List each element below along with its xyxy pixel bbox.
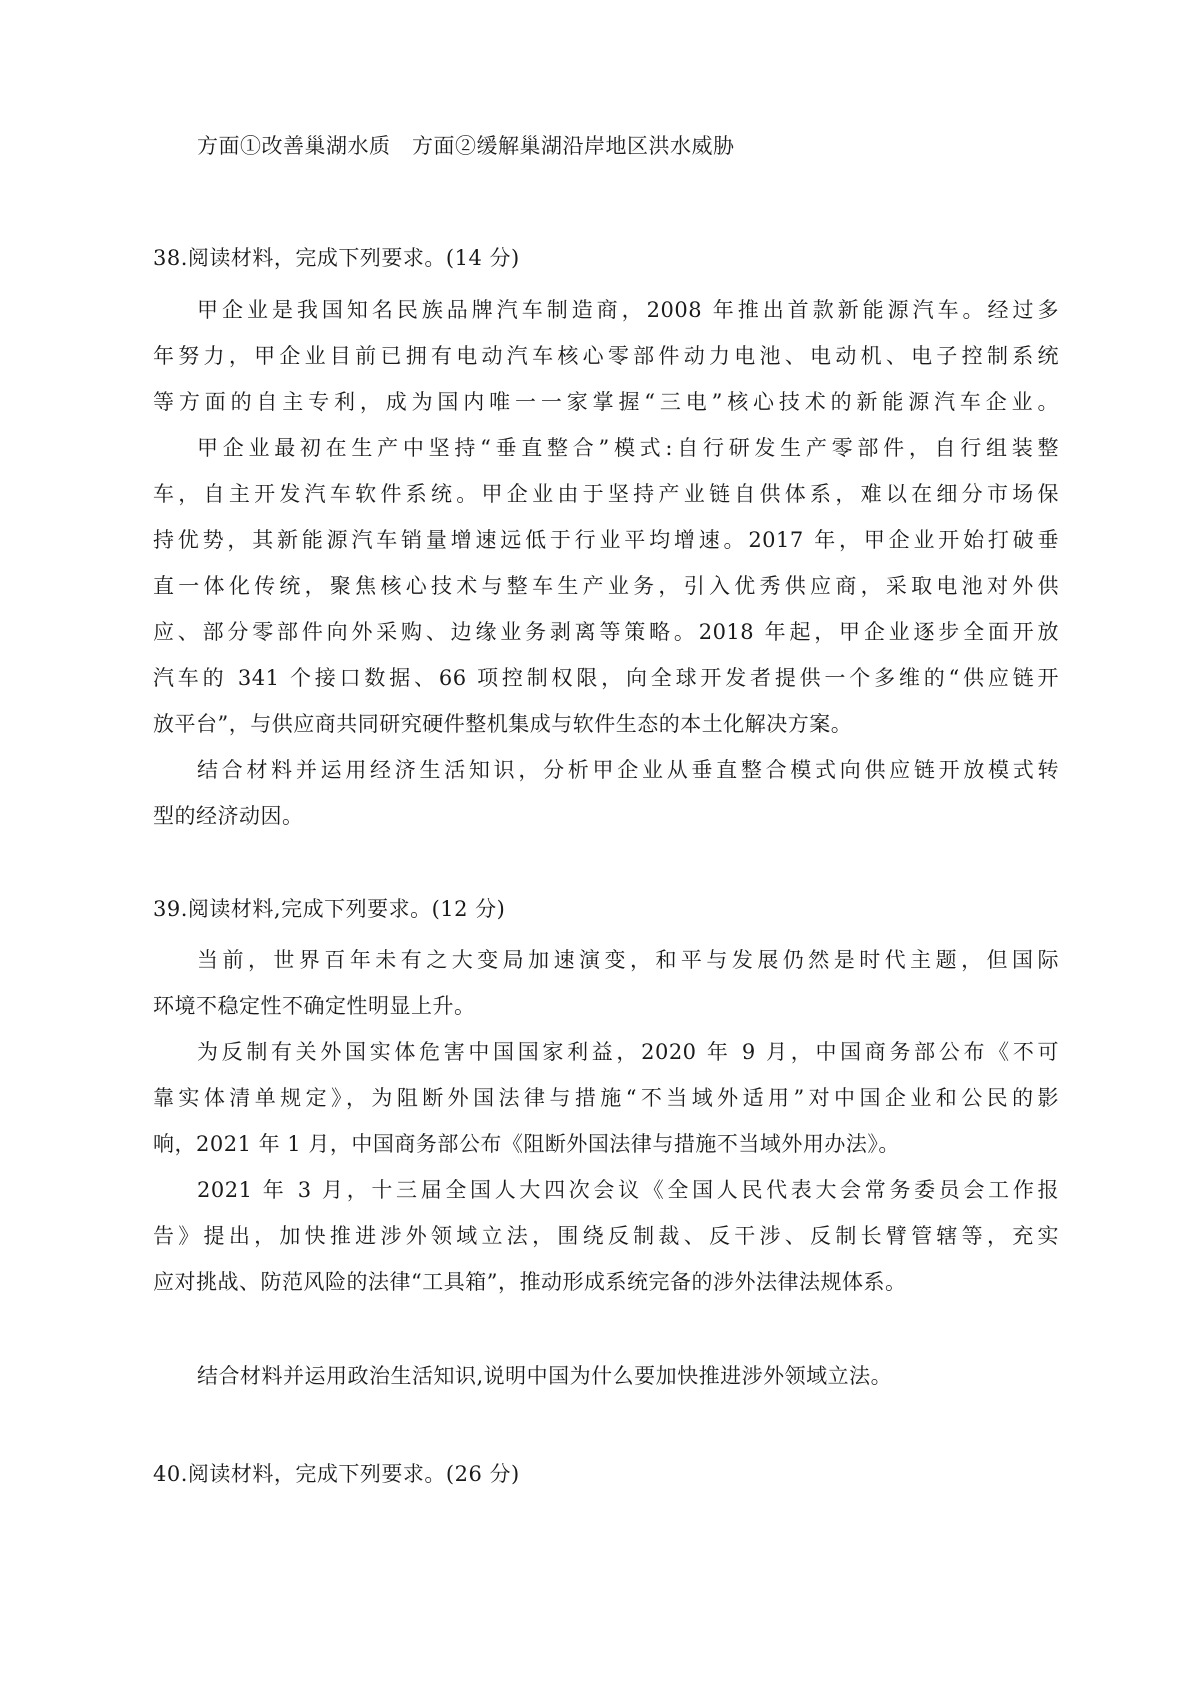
q38-p2-line-5: 应、部分零部件向外采购、边缘业务剥离等策略。2018 年起，甲企业逐步全面开放 [153,620,1059,644]
q39-p3-line-2: 告》提出，加快推进涉外领域立法，围绕反制裁、反干涉、反制长臂管辖等，充实 [153,1224,1059,1248]
previous-answer-line: 方面①改善巢湖水质 方面②缓解巢湖沿岸地区洪水威胁 [197,134,735,158]
q38-task-line-1: 结合材料并运用经济生活知识，分析甲企业从垂直整合模式向供应链开放模式转 [197,758,1059,782]
q38-p1-line-3: 等方面的自主专利，成为国内唯一一家掌握“三电”核心技术的新能源汽车企业。 [153,390,1059,414]
q39-p2-line-3: 响，2021 年 1 月，中国商务部公布《阻断外国法律与措施不当域外用办法》。 [153,1132,900,1156]
q38-p1-line-1: 甲企业是我国知名民族品牌汽车制造商，2008 年推出首款新能源汽车。经过多 [197,298,1059,322]
question-39-heading: 39.阅读材料,完成下列要求。(12 分) [153,897,506,921]
q39-p2-line-2: 靠实体清单规定》，为阻断外国法律与措施“不当域外适用”对中国企业和公民的影 [153,1086,1059,1110]
q39-task-line: 结合材料并运用政治生活知识,说明中国为什么要加快推进涉外领域立法。 [197,1364,893,1388]
q38-p2-line-4: 直一体化传统，聚焦核心技术与整车生产业务，引入优秀供应商，采取电池对外供 [153,574,1059,598]
q38-p1-line-2: 年努力，甲企业目前已拥有电动汽车核心零部件动力电池、电动机、电子控制系统 [153,344,1059,368]
q39-p1-line-1: 当前，世界百年未有之大变局加速演变，和平与发展仍然是时代主题，但国际 [197,948,1059,972]
q38-p2-line-3: 持优势，其新能源汽车销量增速远低于行业平均增速。2017 年，甲企业开始打破垂 [153,528,1059,552]
q38-p2-line-1: 甲企业最初在生产中坚持“垂直整合”模式:自行研发生产零部件，自行组装整 [197,436,1059,460]
q39-p3-line-3: 应对挑战、防范风险的法律“工具箱”，推动形成系统完备的涉外法律法规体系。 [153,1270,907,1294]
q38-p2-line-6: 汽车的 341 个接口数据、66 项控制权限，向全球开发者提供一个多维的“供应链开 [153,666,1059,690]
q39-p3-line-1: 2021 年 3 月，十三届全国人大四次会议《全国人民代表大会常务委员会工作报 [197,1178,1059,1202]
question-40-heading: 40.阅读材料，完成下列要求。(26 分) [153,1462,520,1486]
q38-task-line-2: 型的经济动因。 [153,804,304,828]
q38-p2-line-2: 车，自主开发汽车软件系统。甲企业由于坚持产业链自供体系，难以在细分市场保 [153,482,1059,506]
q39-p2-line-1: 为反制有关外国实体危害中国国家利益，2020 年 9 月，中国商务部公布《不可 [197,1040,1059,1064]
q39-p1-line-2: 环境不稳定性不确定性明显上升。 [153,994,476,1018]
question-38-heading: 38.阅读材料，完成下列要求。(14 分) [153,246,520,270]
q38-p2-line-7: 放平台”，与供应商共同研究硬件整机集成与软件生态的本土化解决方案。 [153,712,853,736]
